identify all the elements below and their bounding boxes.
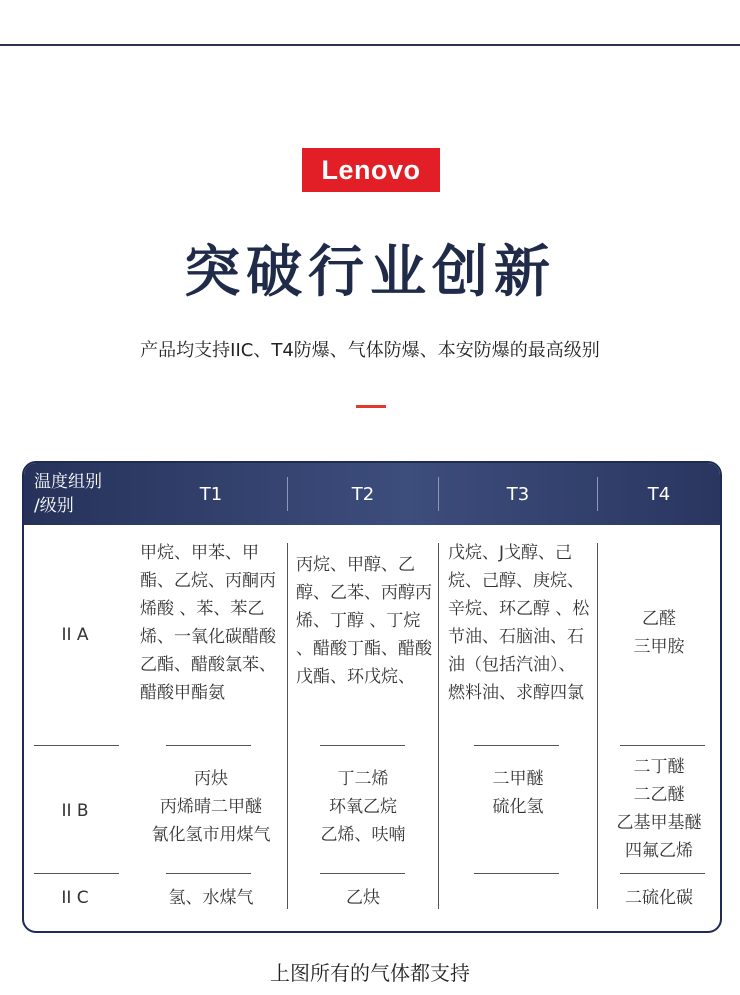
top-divider: [0, 44, 740, 46]
page-headline: 突破行业创新: [184, 240, 556, 305]
row-separator: [474, 873, 559, 874]
table-header: [24, 463, 720, 525]
column-header-t1: T1: [199, 483, 223, 505]
row-separator: [620, 745, 705, 746]
header-label-line2: /级别: [34, 496, 74, 516]
cell-iic-t1: 氢、水煤气: [168, 888, 254, 908]
accent-divider: [356, 405, 386, 408]
row-separator: [166, 873, 251, 874]
header-label-line1: 温度组别: [34, 472, 102, 492]
cell-iic-t2: 乙炔: [346, 888, 380, 908]
cell-iia-t3: 戊烷、J戈醇、己烷、己醇、庚烷、辛烷、环乙醇 、松节油、石脑油、石油（包括汽油）、燃料油、求醇四氯: [448, 543, 590, 703]
cell-iib-t1: 丙炔 丙烯晴二甲醚 氰化氢市用煤气: [151, 769, 271, 845]
footer-note: 上图所有的气体都支持: [270, 961, 470, 985]
column-header-t2: T2: [351, 483, 375, 505]
column-divider: [287, 543, 288, 909]
row-separator: [166, 745, 251, 746]
row-separator: [474, 745, 559, 746]
cell-iib-t4: 二丁醚 二乙醚 乙基甲基醚 四氟乙烯: [616, 757, 702, 861]
row-separator: [34, 745, 119, 746]
row-separator: [620, 873, 705, 874]
row-separator: [34, 873, 119, 874]
cell-iia-t2: 丙烷、甲醇、乙醇、乙苯、丙醇丙烯、丁醇 、丁烷 、醋酸丁酯、醋酸戊酯、环戊烷、: [296, 555, 432, 687]
header-corner-label: [34, 470, 146, 518]
cell-iib-t3: 二甲醚 硫化氢: [492, 769, 544, 817]
row-label-iic: II C: [61, 888, 89, 908]
cell-iic-t4: 二硫化碳: [625, 888, 693, 908]
row-label-iia: II A: [61, 625, 89, 645]
row-separator: [320, 873, 405, 874]
column-divider: [438, 543, 439, 909]
cell-iia-t1: 甲烷、甲苯、甲酯、乙烷、丙酮丙烯酸 、苯、苯乙烯、一氧化碳醋酸乙酯、醋酸氯苯、醋酸甲酯氨: [140, 543, 276, 703]
row-label-iib: II B: [61, 801, 89, 821]
gas-classification-table: [22, 461, 722, 933]
page-subtitle: 产品均支持IIC、T4防爆、气体防爆、本安防爆的最高级别: [140, 340, 600, 361]
cell-iia-t4: 乙醛 三甲胺: [633, 609, 685, 657]
column-header-t3: T3: [506, 483, 530, 505]
cell-iib-t2: 丁二烯 环氧乙烷 乙烯、呋喃: [320, 769, 406, 845]
row-separator: [320, 745, 405, 746]
lenovo-logo: Lenovo: [302, 148, 440, 192]
column-header-t4: T4: [647, 483, 671, 505]
